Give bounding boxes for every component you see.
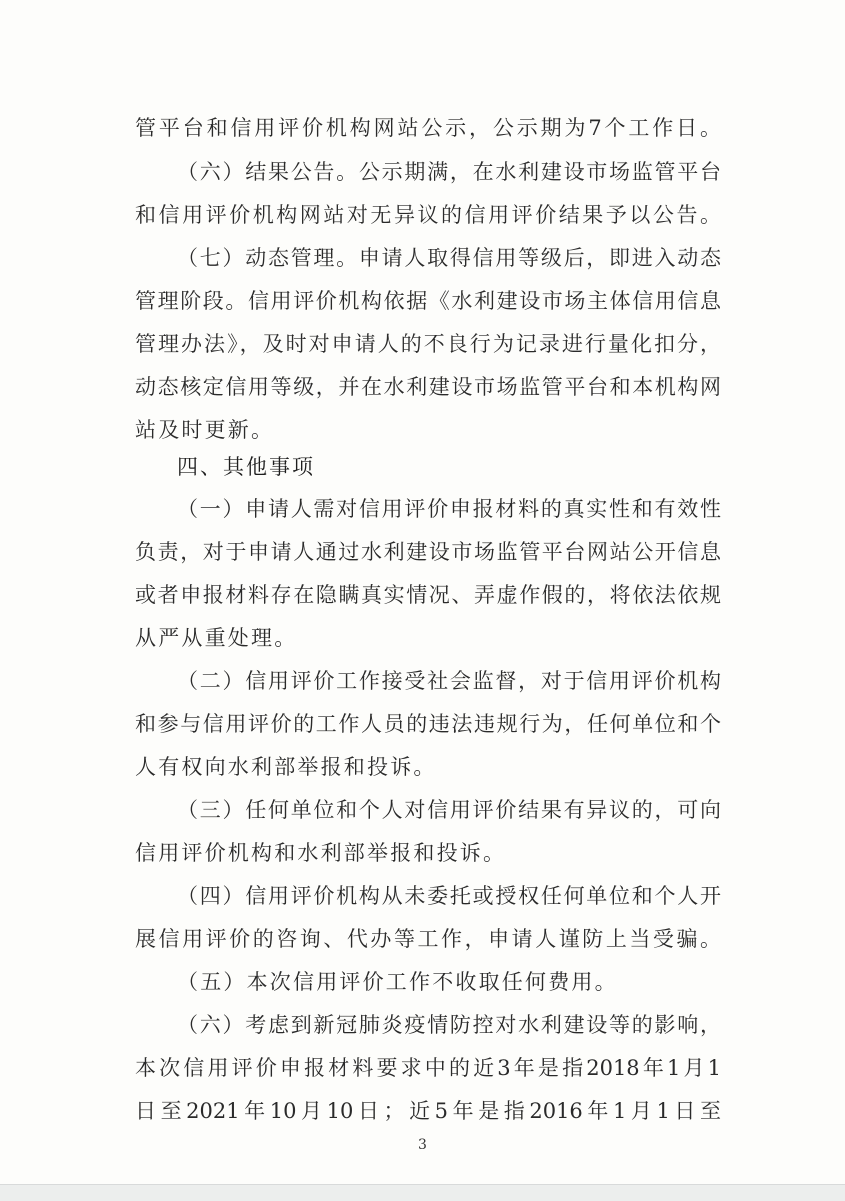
section-heading: 四、其他事项	[177, 455, 315, 479]
text-line: 和参与信用评价的工作人员的违法违规行为，任何单位和个	[135, 712, 721, 736]
text-line: （一）申请人需对信用评价申报材料的真实性和有效性	[177, 497, 721, 521]
text-line: 从严从重处理。	[135, 626, 298, 650]
text-line: （三）任何单位和个人对信用评价结果有异议的，可向	[177, 798, 721, 822]
text-line: （四）信用评价机构从未委托或授权任何单位和个人开	[177, 884, 721, 908]
page-number: 3	[418, 1137, 427, 1153]
text-line: 人有权向水利部举报和投诉。	[135, 755, 437, 779]
text-line: 展信用评价的咨询、代办等工作，申请人谨防上当受骗。	[135, 927, 721, 951]
text-line: 日至2021年10月10日；近5年是指2016年1月1日至	[135, 1099, 721, 1123]
text-line: （七）动态管理。申请人取得信用等级后，即进入动态	[177, 246, 721, 270]
text-line: （六）结果公告。公示期满，在水利建设市场监管平台	[177, 160, 721, 184]
text-line: 信用评价机构和水利部举报和投诉。	[135, 841, 507, 865]
text-line: 和信用评价机构网站对无异议的信用评价结果予以公告。	[135, 203, 721, 227]
text-line: 负责，对于申请人通过水利建设市场监管平台网站公开信息	[135, 540, 721, 564]
text-line: 管理阶段。信用评价机构依据《水利建设市场主体信用信息	[135, 289, 721, 313]
text-line: 或者申报材料存在隐瞒真实情况、弄虚作假的，将依法依规	[135, 583, 721, 607]
text-line: （二）信用评价工作接受社会监督，对于信用评价机构	[177, 669, 721, 693]
text-line: （五）本次信用评价工作不收取任何费用。	[177, 970, 618, 994]
text-line: 管理办法》，及时对申请人的不良行为记录进行量化扣分，	[135, 332, 721, 356]
text-line: 站及时更新。	[135, 418, 275, 442]
page-bottom-edge	[0, 1184, 845, 1201]
text-line: （六）考虑到新冠肺炎疫情防控对水利建设等的影响，	[177, 1013, 721, 1037]
text-line: 管平台和信用评价机构网站公示，公示期为7个工作日。	[135, 116, 721, 140]
text-line: 动态核定信用等级，并在水利建设市场监管平台和本机构网	[135, 375, 721, 399]
text-line: 本次信用评价申报材料要求中的近3年是指2018年1月1	[135, 1056, 721, 1080]
